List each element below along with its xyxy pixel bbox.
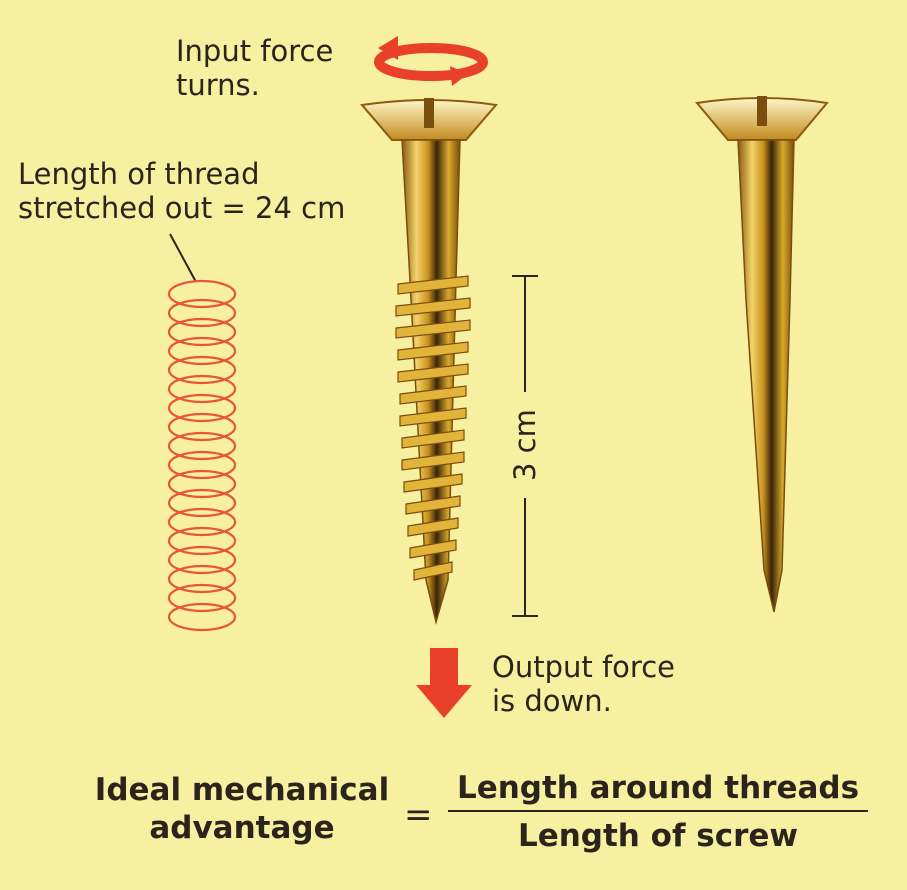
output-force-line-1: Output force: [492, 650, 675, 684]
output-force-line-2: is down.: [492, 684, 612, 719]
thread-pointer-line: [170, 234, 196, 282]
threaded-screw: [362, 98, 496, 622]
thread-length-label: [18, 157, 345, 225]
input-force-label: [176, 34, 333, 102]
equals-sign: =: [404, 795, 433, 835]
input-force-line-1: Input force: [176, 34, 334, 68]
smooth-screw: [697, 96, 827, 612]
formula-denominator: Length of screw: [517, 818, 799, 854]
formula-left-line-1: Ideal mechanical: [94, 772, 390, 808]
formula-numerator: Length around threads: [456, 770, 860, 806]
thread-coil: [169, 281, 235, 630]
thread-length-line-1: Length of thread: [18, 157, 260, 191]
thread-length-line-2: stretched out = 24 cm: [18, 191, 346, 226]
input-force-line-2: turns.: [176, 68, 260, 103]
formula-left-line-2: advantage: [149, 809, 335, 846]
screw-length-label: 3 cm: [507, 409, 542, 482]
fraction-bar: [448, 810, 868, 812]
rotation-arrow-icon: [378, 36, 483, 86]
output-force-label: [492, 650, 675, 718]
formula-left-side: [92, 772, 392, 848]
down-arrow-icon: [416, 648, 472, 718]
